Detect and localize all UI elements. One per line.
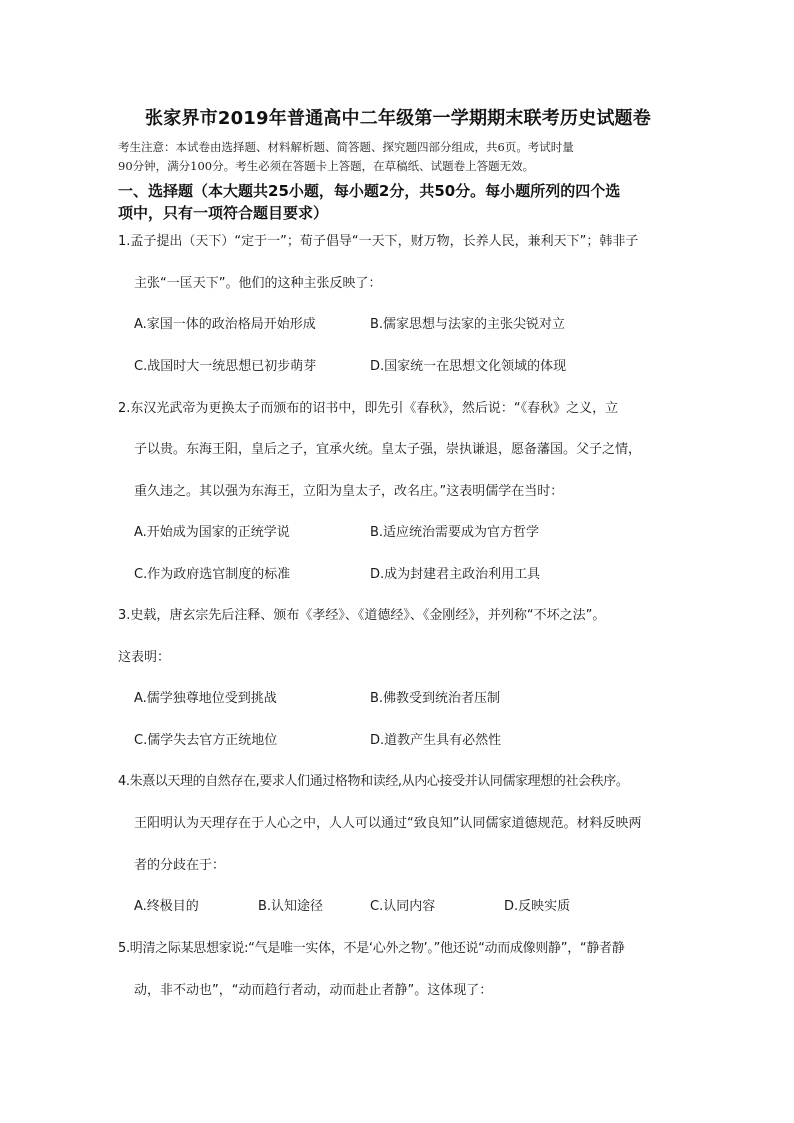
question-1-option-d: D.国家统一在思想文化领域的体现 bbox=[370, 359, 567, 374]
question-4-stem-cont-1: 王阳明认为天理存在于人心之中，人人可以通过“致良知”认同儒家道德规范。材料反映两 bbox=[134, 816, 642, 831]
question-1-option-b: B.儒家思想与法家的主张尖锐对立 bbox=[370, 317, 566, 332]
question-3-stem: 3.史载，唐玄宗先后注释、颁布《孝经》、《道德经》、《金刚经》，并列称“不坏之法”。 bbox=[118, 608, 606, 623]
question-4-stem-cont-2: 者的分歧在于： bbox=[134, 858, 226, 873]
section-heading-line-2: 项中，只有一项符合题目要求） bbox=[118, 204, 329, 222]
question-2-option-a: A.开始成为国家的正统学说 bbox=[134, 525, 290, 540]
page-title: 张家界市2019年普通高中二年级第一学期期末联考历史试题卷 bbox=[145, 108, 651, 129]
question-4-option-a: A.终极目的 bbox=[134, 899, 199, 914]
question-4-option-c: C.认同内容 bbox=[370, 899, 436, 914]
question-5-stem-cont: 动，非不动也”，“动而趋行者动，动而赴止者静”。这体现了： bbox=[134, 983, 493, 998]
exam-notice-line-1: 考生注意：本试卷由选择题、材料解析题、简答题、探究题四部分组成，共6页。考试时量 bbox=[118, 140, 574, 154]
question-2-stem-cont-1: 子以贵。东海王阳，皇后之子，宜承火统。皇太子强，崇执谦退，愿备藩国。父子之情， bbox=[134, 442, 642, 457]
section-heading-line-1: 一、选择题（本大题共25小题，每小题2分，共50分。每小题所列的四个选 bbox=[118, 182, 621, 200]
exam-notice-line-2: 90分钟，满分100分。考生必须在答题卡上答题，在草稿纸、试题卷上答题无效。 bbox=[118, 159, 535, 173]
question-1-option-a: A.家国一体的政治格局开始形成 bbox=[134, 317, 316, 332]
question-3-stem-cont: 这表明： bbox=[118, 650, 171, 665]
question-3-option-b: B.佛教受到统治者压制 bbox=[370, 691, 501, 706]
question-3-option-d: D.道教产生具有必然性 bbox=[370, 733, 502, 748]
question-2-option-c: C.作为政府选官制度的标准 bbox=[134, 567, 291, 582]
question-4-option-d: D.反映实质 bbox=[504, 899, 571, 914]
question-2-option-b: B.适应统治需要成为官方哲学 bbox=[370, 525, 540, 540]
question-1-stem: 1.孟子提出（天下）“定于一”；荀子倡导“一天下，财万物，长养人民，兼利天下”；韩非子 bbox=[118, 234, 639, 249]
question-5-stem: 5.明清之际某思想家说:“气是唯一实体，不是‘心外之物’。”他还说“动而成像则静”，“静者静 bbox=[118, 941, 625, 956]
question-2-stem-cont-2: 重久违之。其以强为东海王，立阳为皇太子，改名庄。”这表明儒学在当时： bbox=[134, 484, 564, 499]
question-3-option-a: A.儒学独尊地位受到挑战 bbox=[134, 691, 277, 706]
question-1-stem-cont: 主张“一匡天下”。他们的这种主张反映了： bbox=[134, 276, 382, 291]
question-3-option-c: C.儒学失去官方正统地位 bbox=[134, 733, 278, 748]
question-1-option-c: C.战国时大一统思想已初步萌芽 bbox=[134, 359, 317, 374]
question-2-stem: 2.东汉光武帝为更换太子而颁布的诏书中，即先引《春秋》，然后说：“《春秋》之义，立 bbox=[118, 401, 619, 416]
question-4-option-b: B.认知途径 bbox=[258, 899, 324, 914]
question-2-option-d: D.成为封建君主政治利用工具 bbox=[370, 567, 541, 582]
question-4-stem: 4.朱熹以天理的自然存在,要求人们通过格物和读经,从内心接受并认同儒家理想的社会秩序。 bbox=[118, 774, 629, 789]
